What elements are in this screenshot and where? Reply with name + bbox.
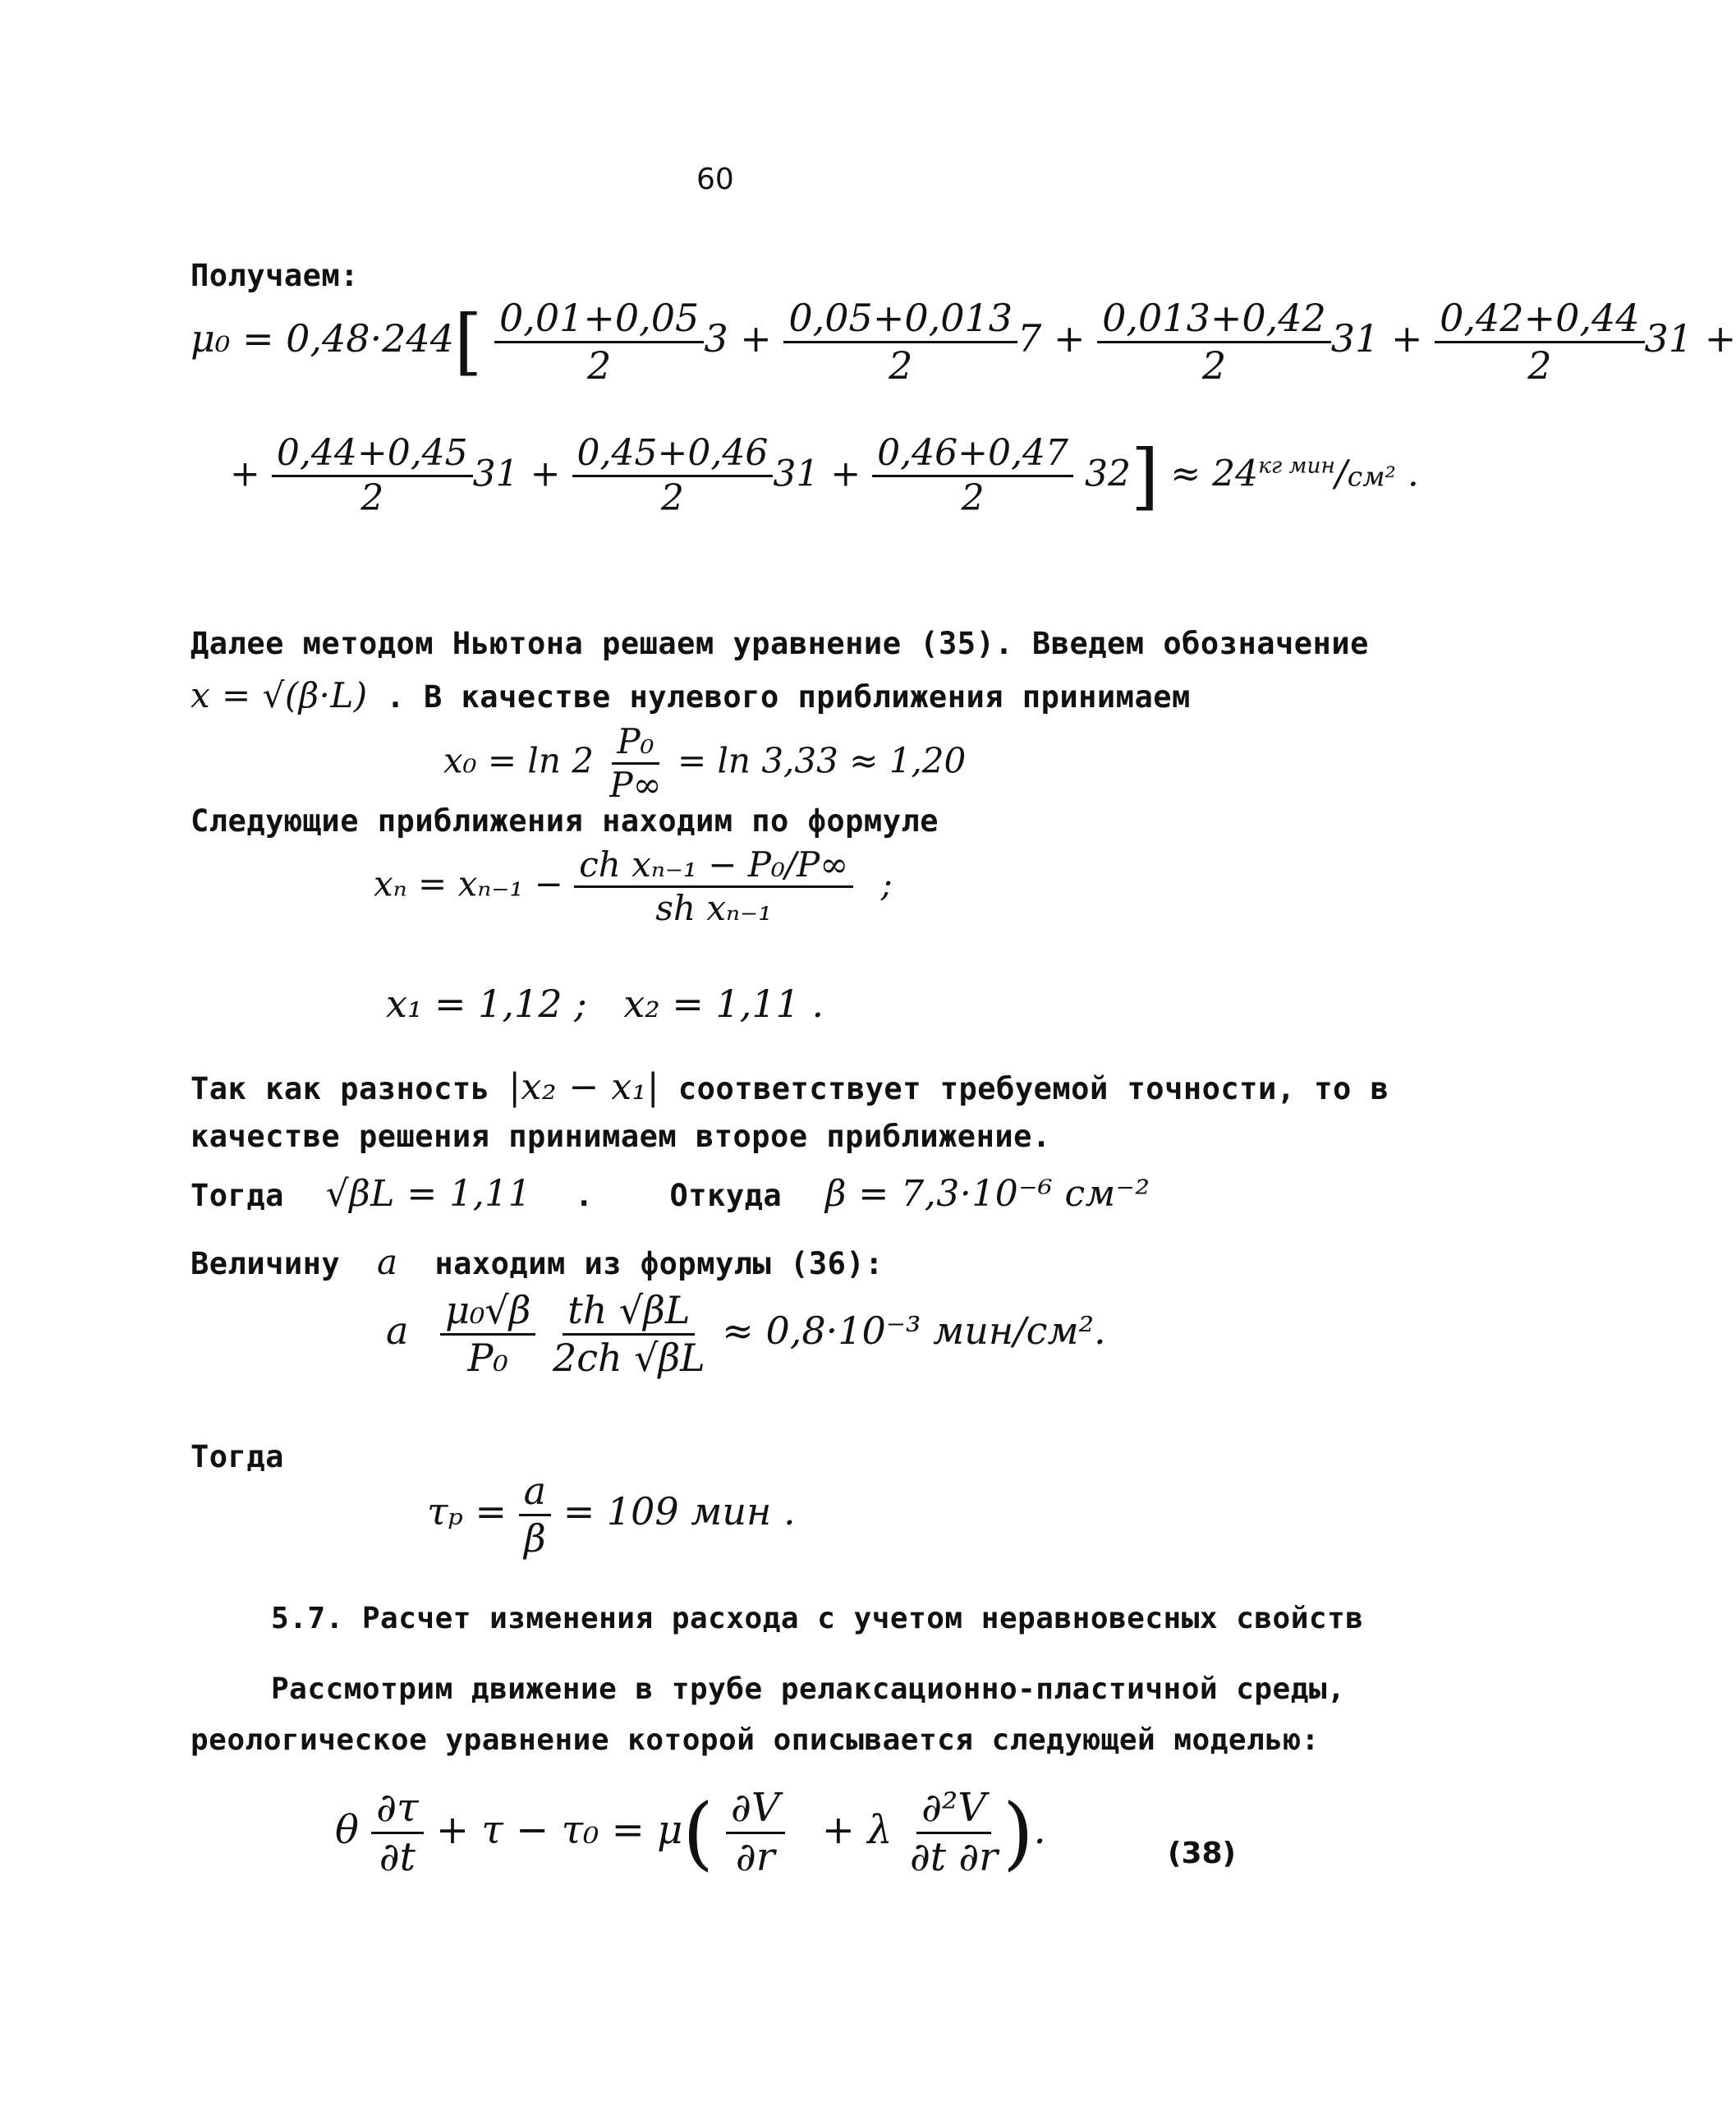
mu-term-7-mult: 32 xyxy=(1084,453,1131,495)
mu-formula-lhs: μ₀ = 0,48·244 xyxy=(191,316,454,361)
xn-tail: ; xyxy=(880,863,893,904)
whence-label: Откуда xyxy=(669,1178,783,1213)
eq38-theta: θ xyxy=(335,1806,359,1853)
mu-term-5: $\frac{0,44+0,45}{2}$ xyxy=(272,434,473,519)
xn-fraction: $\frac{\text{ch xₙ₋₁ − P₀/P∞}}{\text{sh xₙ₋₁}}$ xyxy=(574,846,853,927)
eq38-plus-lambda: + λ xyxy=(821,1806,893,1853)
intro-text: Получаем: xyxy=(191,258,359,293)
mu-result-unit-den: см² xyxy=(1347,460,1396,493)
para-difference-line-2: качестве решения принимаем второе приближение. xyxy=(191,1119,1051,1154)
value-a-prefix: Величину xyxy=(191,1246,341,1281)
then-label: Тогда xyxy=(191,1178,284,1213)
x0-fraction: $\frac{\text{P₀}}{P\infty}$ xyxy=(609,721,662,806)
mu-term-4-mult: 31 xyxy=(1644,316,1693,361)
equation-38-number: (38) xyxy=(1168,1837,1237,1870)
mu-term-7: $\frac{0,46+0,47}{2}$ xyxy=(872,434,1073,519)
mu-result: ≈ 24 xyxy=(1170,453,1259,495)
mu-formula-line-1: μ₀ = 0,48·244[ $\frac{0,01+0,05}{2}$ 3 + $\frac{0,05+0,013}{2}$ 7 + $\frac{0,013+0,42}{2}$ 31 + $\frac{0,42+0,44}{2}$ 31 + xyxy=(191,296,1736,388)
a-formula-lhs: a xyxy=(386,1308,409,1354)
newton-variable: x = √(β·L) xyxy=(191,675,368,715)
eq38-fraction-1: $\frac{\partial\tau}{\partial t}$ xyxy=(371,1787,423,1879)
tau-fraction: $\frac{a}{\beta}$ xyxy=(519,1470,551,1559)
difference-text-a: Так как разность xyxy=(191,1071,490,1106)
iteration-values xyxy=(386,982,824,1026)
mu-term-1: $\frac{0,01+0,05}{2}$ xyxy=(494,297,704,386)
a-formula xyxy=(386,1290,1106,1378)
close-bracket: ] xyxy=(1130,433,1160,518)
mu-term-4: $\frac{0,42+0,44}{2}$ xyxy=(1435,297,1644,386)
section-heading: 5.7. Расчет изменения расхода с учетом неравновесных свойств xyxy=(271,1602,1364,1635)
mu-term-2: $\frac{0,05+0,013}{2}$ xyxy=(783,297,1017,386)
xn-formula xyxy=(374,846,893,927)
whence-expression: β = 7,3·10⁻⁶ см⁻² xyxy=(824,1173,1150,1215)
mu-term-2-mult: 7 xyxy=(1017,316,1042,361)
mu-term-6-mult: 31 xyxy=(773,453,820,495)
x0-rhs: = ln 3,33 ≈ 1,20 xyxy=(677,740,967,781)
mu-term-5-mult: 31 xyxy=(472,453,519,495)
mu-result-unit-num: кг мин xyxy=(1258,453,1335,479)
x1-value: x₁ = 1,12 ; xyxy=(386,982,587,1026)
mu-term-3: $\frac{0,013+0,42}{2}$ xyxy=(1097,297,1331,386)
then-dot: . xyxy=(574,1178,594,1213)
then-label-2: Тогда xyxy=(191,1439,284,1474)
mu-term-3-mult: 31 xyxy=(1330,316,1380,361)
x0-formula xyxy=(443,723,966,804)
para-next-approx: Следующие приближения находим по формуле xyxy=(191,803,939,839)
value-a-variable: a xyxy=(377,1242,398,1282)
mu-term-6: $\frac{0,45+0,46}{2}$ xyxy=(572,434,774,519)
eq38-fraction-3: $\frac{\text{∂²V}}{\partial t \partial r}$ xyxy=(909,1785,999,1880)
equation-38 xyxy=(335,1787,1046,1879)
tau-lhs: τₚ = xyxy=(427,1489,507,1534)
difference-text-b: соответствует требуемой точности, то в xyxy=(677,1071,1389,1106)
para-newton-line-2 xyxy=(191,675,1191,715)
xn-lhs: xₙ = xₙ₋₁ − xyxy=(374,863,563,904)
a-formula-rhs: ≈ 0,8·10⁻³ мин/см². xyxy=(722,1308,1106,1354)
value-a-suffix: находим из формулы (36): xyxy=(434,1246,884,1281)
then-whence-line xyxy=(191,1173,1150,1215)
value-a-line xyxy=(191,1242,884,1282)
tau-formula xyxy=(427,1470,796,1559)
para-newton-line-1: Далее методом Ньютона решаем уравнение (35). Введем обозначение xyxy=(191,626,1369,661)
eq38-close-paren: ) xyxy=(1003,1787,1034,1879)
tau-rhs: = 109 мин . xyxy=(563,1489,796,1534)
open-bracket: [ xyxy=(453,299,483,384)
page-number: 60 xyxy=(696,163,734,196)
mu-term-1-mult: 3 xyxy=(704,316,728,361)
newton-text: . В качестве нулевого приближения принимаем xyxy=(386,679,1191,715)
eq38-open-paren: ( xyxy=(682,1787,714,1879)
a-formula-fraction-2: $\frac{th √\beta L}{2ch √\beta L}$ xyxy=(552,1288,705,1380)
x2-value: x₂ = 1,11 . xyxy=(623,982,824,1026)
difference-expression: |x₂ − x₁| xyxy=(508,1066,660,1108)
x0-lhs: x₀ = ln 2 xyxy=(443,740,594,781)
eq38-end: . xyxy=(1033,1806,1046,1853)
para-section-line-1: Рассмотрим движение в трубе релаксационно-пластичной среды, xyxy=(271,1672,1346,1706)
a-formula-fraction-1: $\frac{\text{μ₀√β}}{\text{P₀}}$ xyxy=(440,1290,535,1378)
mu-formula-line-2: + $\frac{0,44+0,45}{2}$ 31 + $\frac{0,45+0,46}{2}$ 31 + $\frac{0,46+0,47}{2}$ $32] \approx 24^{кг мин}$/см² . xyxy=(230,432,1419,520)
para-difference-line-1 xyxy=(191,1066,1389,1108)
eq38-fraction-2: $\frac{\partial V}{\partial r}$ xyxy=(726,1787,784,1879)
then-expression: √βL = 1,11 xyxy=(325,1173,532,1215)
eq38-middle: + τ − τ₀ = μ xyxy=(435,1806,683,1853)
para-section-line-2: реологическое уравнение которой описывается следующей моделью: xyxy=(191,1723,1320,1757)
